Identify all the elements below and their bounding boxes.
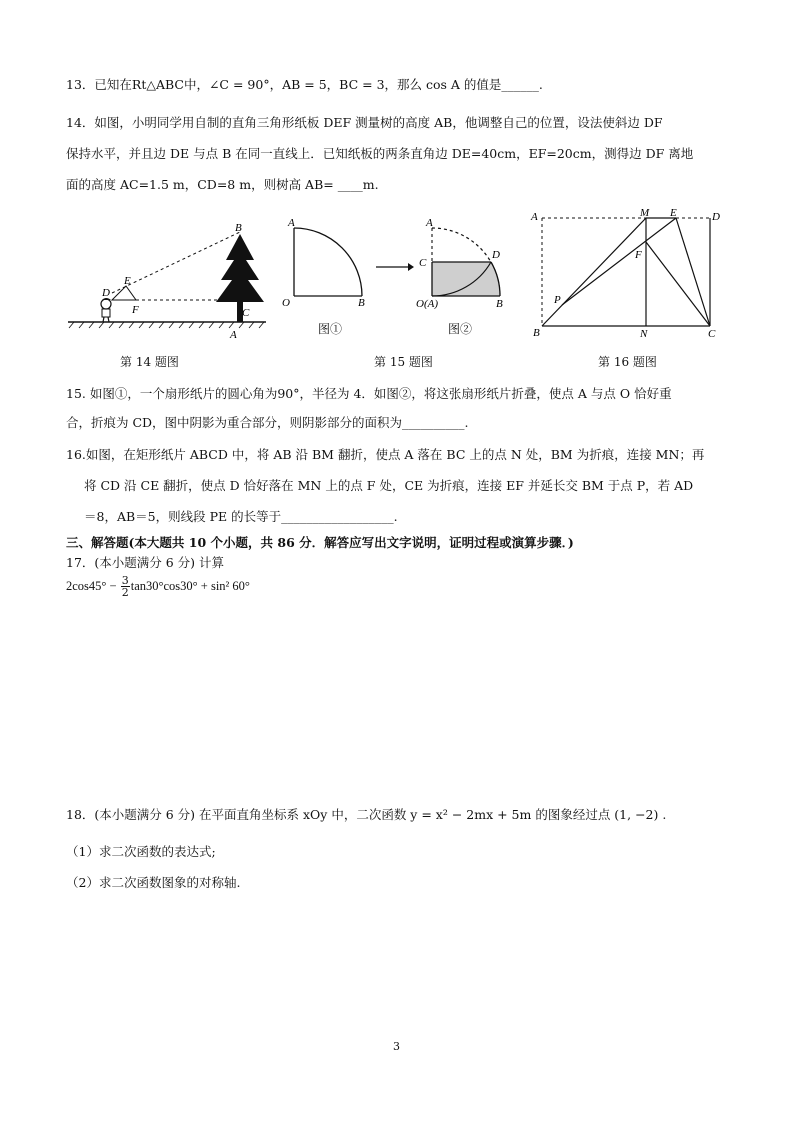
- question-18-line1: 18．(本小题满分 6 分) 在平面直角坐标系 xOy 中，二次函数 y = x² − 2mx + 5m 的图象经过点 (1, −2) .: [66, 807, 667, 822]
- label-N: N: [640, 328, 648, 340]
- question-16-line2: 将 CD 沿 CE 翻折，使点 D 恰好落在 MN 上的点 F 处，CE 为折痕，连接 EF 并延长交 BM 于点 P，若 AD: [84, 478, 694, 493]
- fraction-denominator: 2: [121, 586, 129, 599]
- expr-part-b: tan30°cos30° + sin² 60°: [130, 579, 250, 593]
- figure-15-1: [280, 214, 375, 309]
- section-3-heading: 三、解答题(本大题共 10 个小题，共 86 分．解答应写出文字说明，证明过程或演算步骤．): [66, 535, 574, 550]
- label-O-A: O(A): [416, 298, 438, 309]
- figure-15-caption: 第 15 题图: [374, 355, 433, 369]
- fraction: [121, 575, 130, 598]
- question-18-part2: （2）求二次函数图象的对称轴.: [66, 875, 241, 890]
- figure-14: [66, 212, 278, 342]
- label-D: D: [712, 211, 720, 223]
- label-D: D: [102, 287, 110, 299]
- label-C: C: [242, 307, 250, 319]
- fraction-numerator: 3: [121, 574, 129, 587]
- question-18-part1: （1）求二次函数的表达式;: [66, 844, 216, 859]
- child-icon: [101, 298, 111, 322]
- label-B: B: [358, 297, 365, 309]
- question-15-line2: 合，折痕为 CD，图中阴影为重合部分，则阴影部分的面积为__________.: [66, 415, 469, 430]
- figure-16-caption: 第 16 题图: [598, 355, 657, 369]
- question-13: 13．已知在Rt△ABC中，∠C = 90°，AB = 5，BC = 3，那么 cos A 的值是______.: [66, 77, 543, 92]
- arrow-right-icon: [374, 260, 414, 274]
- question-16-line1: 16.如图，在矩形纸片 ABCD 中，将 AB 沿 BM 翻折，使点 A 落在 BC 上的点 N 处，BM 为折痕，连接 MN；再: [66, 447, 705, 462]
- label-M: M: [640, 207, 650, 219]
- label-O: O: [282, 297, 290, 309]
- figure-16: [526, 206, 726, 342]
- figure-15-1-caption: 图①: [318, 322, 343, 336]
- question-14-line2: 保持水平，并且边 DE 与点 B 在同一直线上．已知纸板的两条直角边 DE=40cm，EF=20cm，测得边 DF 离地: [66, 146, 694, 161]
- label-E: E: [124, 275, 131, 287]
- label-B: B: [533, 327, 540, 339]
- label-B: B: [235, 222, 242, 234]
- label-P: P: [554, 294, 561, 306]
- label-C: C: [419, 257, 427, 269]
- label-F: F: [635, 249, 642, 261]
- label-D: D: [492, 249, 500, 261]
- figure-14-caption: 第 14 题图: [120, 355, 179, 369]
- label-A: A: [531, 211, 538, 223]
- label-B: B: [496, 298, 503, 309]
- expr-part-a: 2cos45° −: [66, 579, 120, 593]
- question-16-line3: ＝8，AB＝5，则线段 PE 的长等于__________________.: [84, 509, 398, 524]
- label-E: E: [670, 207, 677, 219]
- figure-15-2: [412, 214, 512, 309]
- label-A: A: [230, 329, 237, 341]
- tree-icon: [216, 234, 264, 322]
- question-17-expression: [66, 575, 250, 598]
- question-14-line1: 14．如图，小明同学用自制的直角三角形纸板 DEF 测量树的高度 AB，他调整自己的位置，设法使斜边 DF: [66, 115, 663, 130]
- label-A: A: [426, 217, 433, 229]
- label-A: A: [288, 217, 295, 229]
- label-C: C: [708, 328, 716, 340]
- figure-15-2-caption: 图②: [448, 322, 473, 336]
- question-14-line3: 面的高度 AC=1.5 m，CD=8 m，则树高 AB= ____m.: [66, 177, 379, 192]
- question-17-title: 17．(本小题满分 6 分) 计算: [66, 555, 225, 570]
- label-F: F: [132, 304, 139, 316]
- question-15-line1: 15. 如图①，一个扇形纸片的圆心角为90°，半径为 4．如图②，将这张扇形纸片折叠，使点 A 与点 O 恰好重: [66, 386, 672, 401]
- page-number: 3: [393, 1040, 400, 1053]
